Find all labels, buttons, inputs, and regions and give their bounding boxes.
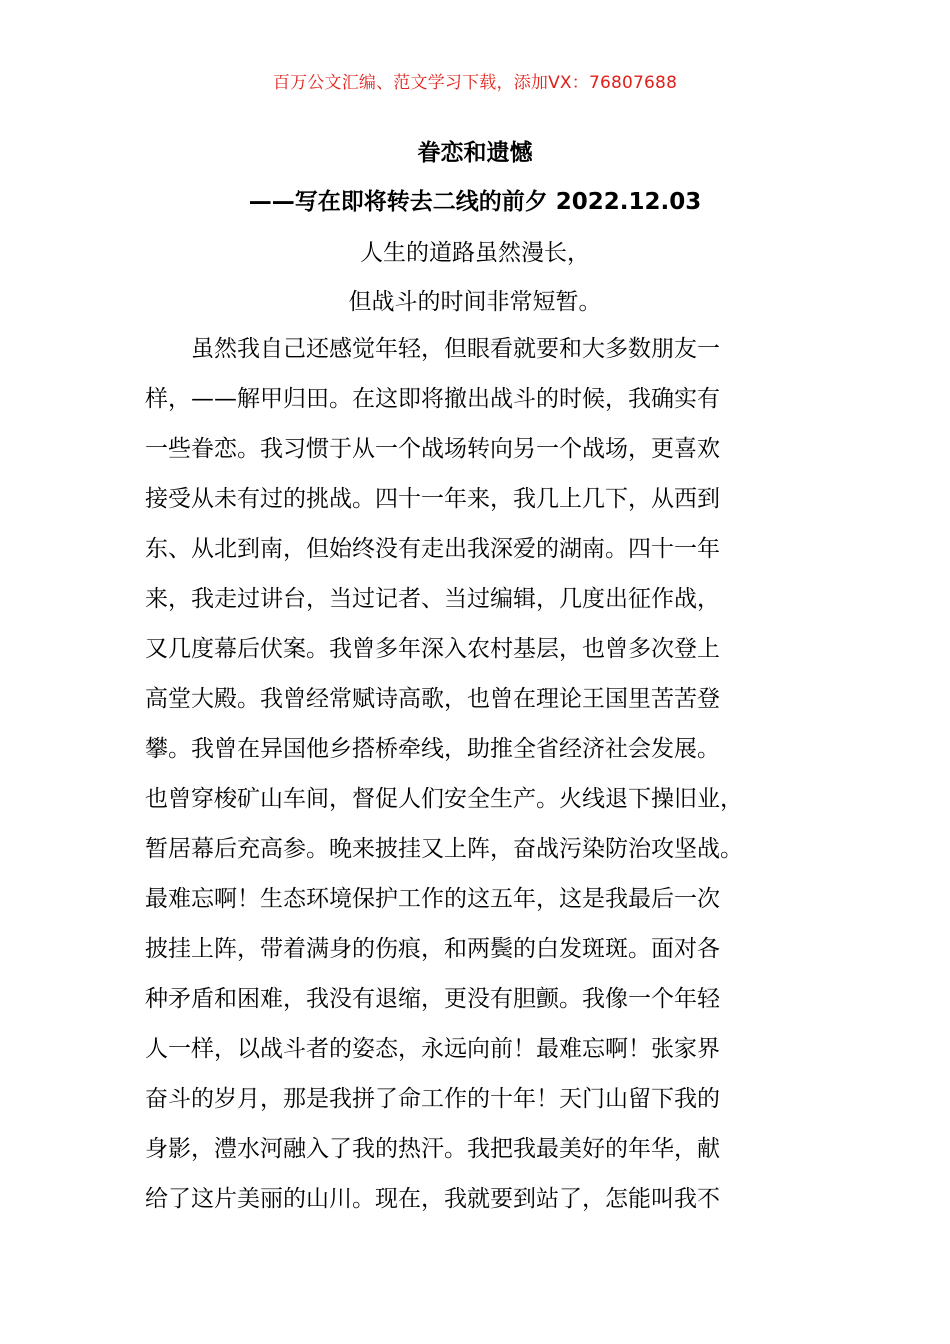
body-line: 种矛盾和困难，我没有退缩，更没有胆颤。我像一个年轻 xyxy=(145,986,720,1012)
body-line: 也曾穿梭矿山车间，督促人们安全生产。火线退下操旧业， xyxy=(145,786,743,812)
body-line: 攀。我曾在异国他乡搭桥牵线，助推全省经济社会发展。 xyxy=(145,736,720,762)
body-line: 高堂大殿。我曾经常赋诗高歌，也曾在理论王国里苦苦登 xyxy=(145,686,720,712)
body-line: 人一样，以战斗者的姿态，永远向前！最难忘啊！张家界 xyxy=(145,1036,720,1062)
body-line: 虽然我自己还感觉年轻，但眼看就要和大多数朋友一 xyxy=(145,336,720,362)
verse-line: 人生的道路虽然漫长， xyxy=(360,240,590,266)
body-line: 样，——解甲归田。在这即将撤出战斗的时候，我确实有 xyxy=(145,386,720,412)
verse-line: 但战斗的时间非常短暂。 xyxy=(348,289,602,315)
body-line: 东、从北到南，但始终没有走出我深爱的湖南。四十一年 xyxy=(145,536,720,562)
body-line: 暂居幕后充高参。晚来披挂又上阵，奋战污染防治攻坚战。 xyxy=(145,836,743,862)
body-line: 又几度幕后伏案。我曾多年深入农村基层，也曾多次登上 xyxy=(145,636,720,662)
document-title: 眷恋和遗憾 xyxy=(417,140,533,166)
header-watermark-note: 百万公文汇编、范文学习下载，添加VX：76807688 xyxy=(272,73,678,93)
body-paragraph xyxy=(145,332,805,1232)
body-line: 接受从未有过的挑战。四十一年来，我几上几下，从西到 xyxy=(145,486,720,512)
body-line: 一些眷恋。我习惯于从一个战场转向另一个战场，更喜欢 xyxy=(145,436,720,462)
body-line: 身影，澧水河融入了我的热汗。我把我最美好的年华，献 xyxy=(145,1136,720,1162)
body-line: 给了这片美丽的山川。现在，我就要到站了，怎能叫我不 xyxy=(145,1186,720,1212)
body-line: 披挂上阵，带着满身的伤痕，和两鬓的白发斑斑。面对各 xyxy=(145,936,720,962)
body-line: 来，我走过讲台，当过记者、当过编辑，几度出征作战， xyxy=(145,586,720,612)
document-subtitle: ——写在即将转去二线的前夕 2022.12.03 xyxy=(248,189,702,215)
body-line: 最难忘啊！生态环境保护工作的这五年，这是我最后一次 xyxy=(145,886,720,912)
body-line: 奋斗的岁月，那是我拼了命工作的十年！天门山留下我的 xyxy=(145,1086,720,1112)
